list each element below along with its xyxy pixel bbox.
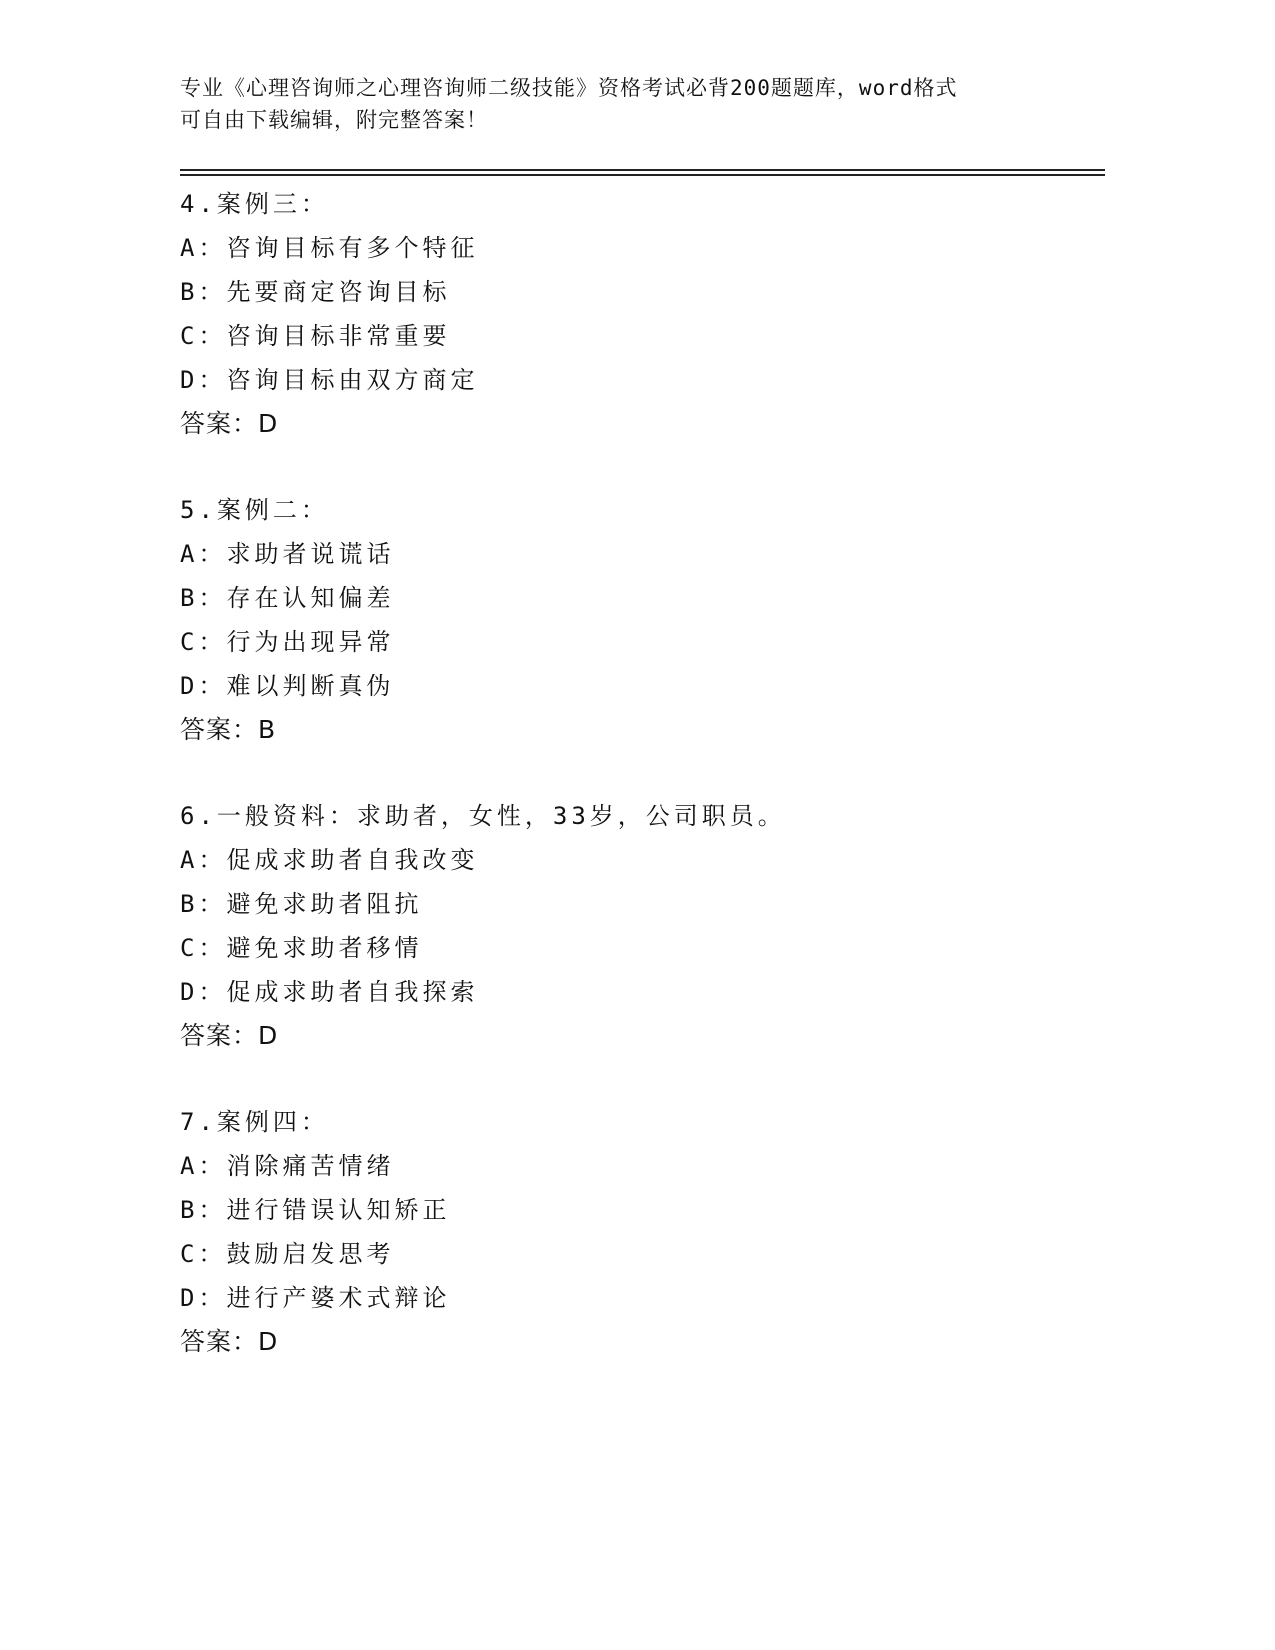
option-b: B：避免求助者阻抗 xyxy=(180,890,423,918)
header-divider-top xyxy=(180,169,1105,171)
option-c: C：咨询目标非常重要 xyxy=(180,322,451,350)
spacer xyxy=(180,752,1100,794)
answer-line: 答案：D xyxy=(180,1021,279,1050)
header-line-1: 专业《心理咨询师之心理咨询师二级技能》资格考试必背200题题库，word格式 xyxy=(180,76,958,100)
question-block-7 xyxy=(180,1100,1100,1364)
answer-line: 答案：B xyxy=(180,715,277,744)
option-a: A：求助者说谎话 xyxy=(180,540,395,568)
option-b: B：进行错误认知矫正 xyxy=(180,1196,451,1224)
option-b: B：先要商定咨询目标 xyxy=(180,278,451,306)
option-a: A：消除痛苦情绪 xyxy=(180,1152,395,1180)
option-d: D：进行产婆术式辩论 xyxy=(180,1284,451,1312)
question-stem: 7.案例四： xyxy=(180,1108,329,1136)
option-c: C：避免求助者移情 xyxy=(180,934,423,962)
answer-line: 答案：D xyxy=(180,409,279,438)
option-c: C：行为出现异常 xyxy=(180,628,395,656)
header-divider-bottom xyxy=(180,174,1105,176)
option-d: D：咨询目标由双方商定 xyxy=(180,366,479,394)
answer-line: 答案：D xyxy=(180,1327,279,1356)
question-block-4 xyxy=(180,182,1100,446)
document-header xyxy=(180,72,1080,136)
question-stem: 4.案例三： xyxy=(180,190,329,218)
option-d: D：促成求助者自我探索 xyxy=(180,978,479,1006)
header-line-2: 可自由下载编辑，附完整答案！ xyxy=(180,108,488,132)
question-stem: 6.一般资料：求助者，女性，33岁，公司职员。 xyxy=(180,802,786,830)
spacer xyxy=(180,446,1100,488)
option-a: A：促成求助者自我改变 xyxy=(180,846,479,874)
question-block-6 xyxy=(180,794,1100,1058)
option-c: C：鼓励启发思考 xyxy=(180,1240,395,1268)
question-block-5 xyxy=(180,488,1100,752)
question-list xyxy=(180,182,1100,1364)
question-stem: 5.案例二： xyxy=(180,496,329,524)
option-d: D：难以判断真伪 xyxy=(180,672,395,700)
option-a: A：咨询目标有多个特征 xyxy=(180,234,479,262)
spacer xyxy=(180,1058,1100,1100)
option-b: B：存在认知偏差 xyxy=(180,584,395,612)
